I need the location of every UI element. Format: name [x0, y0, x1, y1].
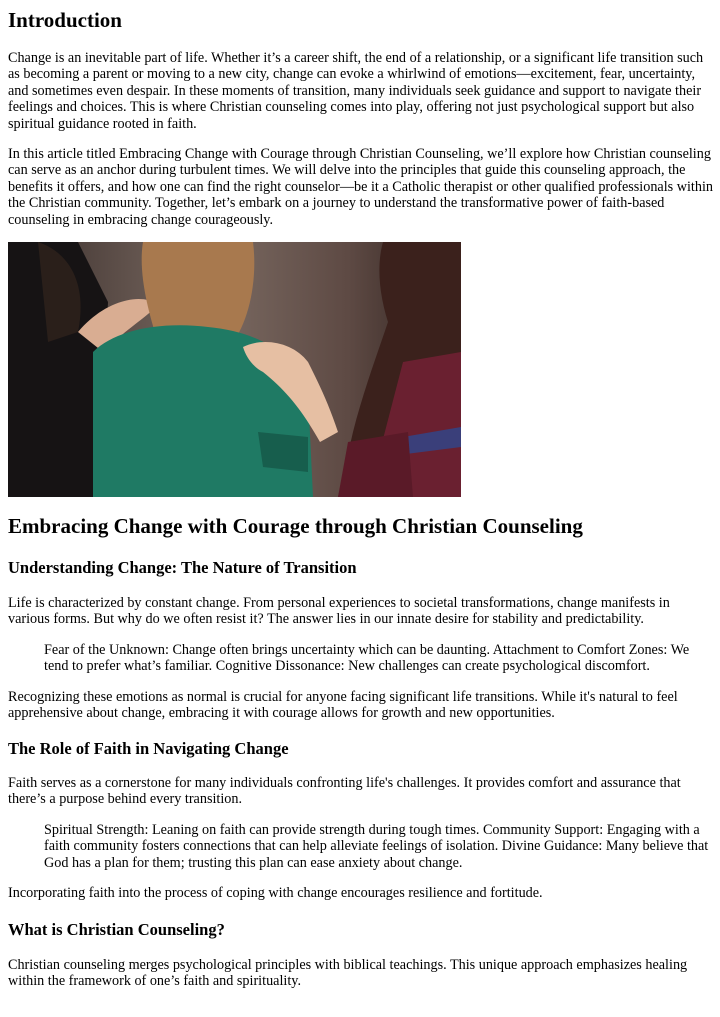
section2-paragraph-1: Faith serves as a cornerstone for many individuals confronting life's challenges. It provides comfort and assurance that there’s a purpose behind every transition. [8, 775, 681, 808]
section1-paragraph-1: Life is characterized by constant change. From personal experiences to societal transformations, change manifests in various forms. But why do we often resist it? The answer lies in our innate desire for stability and predictability. [8, 595, 670, 628]
section-heading-understanding-change: Understanding Change: The Nature of Transition [8, 558, 357, 577]
intro-paragraph-2: In this article titled Embracing Change with Courage through Christian Counseling, we’ll explore how Christian counseling can serve as an anchor during turbulent times. We will delve into the principles that guide this counseling approach, the benefits it offers, and how one can find the right counselor—be it a Catholic therapist or other qualified professionals within the Christian community. Together, let’s embark on a journey to understand the transformative power of faith-based counseling in embracing change courageously. [8, 146, 713, 228]
counseling-photo [8, 242, 461, 497]
section2-blockquote: Spiritual Strength: Leaning on faith can provide strength during tough times. Community Support: Engaging with a faith community fosters connections that can help alleviate feelings of isolation. Divine Guidance: Many believe that God has a plan for them; trusting this plan can ease anxiety about change. [44, 822, 709, 871]
counseling-photo-illustration [8, 242, 461, 497]
intro-heading: Introduction [8, 8, 122, 32]
section3-paragraph-1: Christian counseling merges psychological principles with biblical teachings. This unique approach emphasizes healing within the framework of one’s faith and spirituality. [8, 957, 688, 990]
section-heading-what-is-christian-counseling: What is Christian Counseling? [8, 920, 225, 939]
intro-paragraph-1: Change is an inevitable part of life. Whether it’s a career shift, the end of a relationship, or a significant life transition such as becoming a parent or moving to a new city, change can evoke a whirlwind of emotions—excitement, fear, uncertainty, and sometimes even despair. In these moments of transition, many individuals seek guidance and support to navigate their feelings and choices. This is where Christian counseling comes into play, offering not just psychological support but also spiritual guidance rooted in faith. [8, 50, 704, 132]
main-heading: Embracing Change with Courage through Christian Counseling [8, 514, 583, 538]
section1-blockquote: Fear of the Unknown: Change often brings uncertainty which can be daunting. Attachment to Comfort Zones: We tend to prefer what’s familiar. Cognitive Dissonance: New challenges can create psychological discomfort. [44, 642, 690, 675]
section1-paragraph-2: Recognizing these emotions as normal is crucial for anyone facing significant life transitions. While it's natural to feel apprehensive about change, embracing it with courage allows for growth and new opportunities. [8, 689, 678, 722]
section2-paragraph-2: Incorporating faith into the process of coping with change encourages resilience and fortitude. [8, 885, 543, 901]
section-heading-role-of-faith: The Role of Faith in Navigating Change [8, 739, 289, 758]
